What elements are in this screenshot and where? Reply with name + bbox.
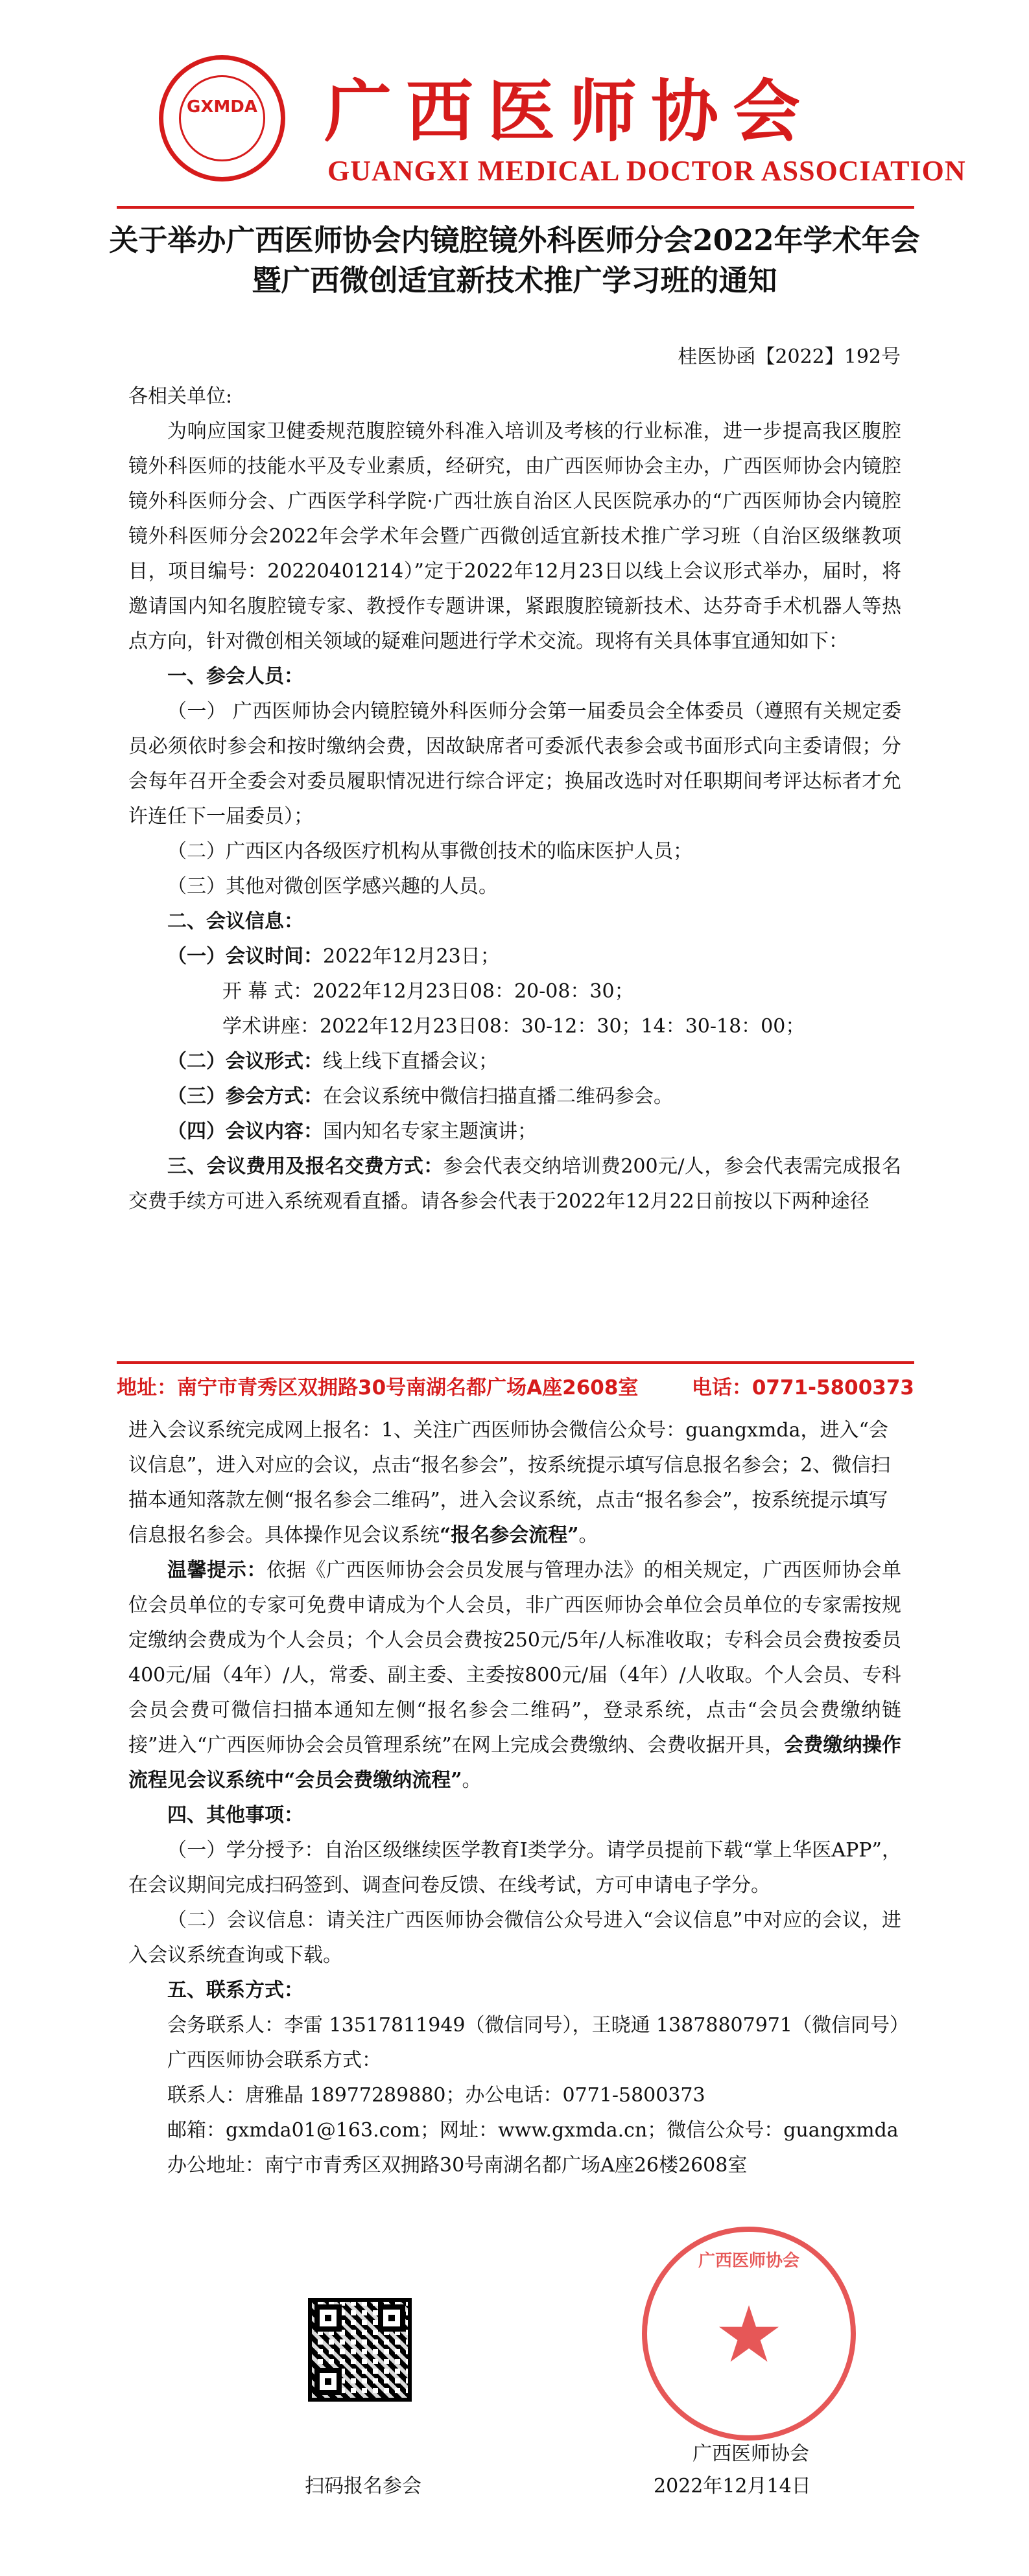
section-3-title: 三、会议费用及报名交费方式： xyxy=(167,1155,444,1178)
body-part-1 xyxy=(128,379,901,1219)
association-name-cn: 广西医师协会 xyxy=(324,71,815,151)
contact-line: 会务联系人：李雷 13517811949（微信同号），王晓通 13878807971（微信同号） xyxy=(167,2014,909,2037)
section-4-item: （一）学分授予：自治区级继续医学教育Ⅰ类学分。请学员提前下载“掌上华医APP”，在会议期间完成扫码签到、调查问卷反馈、在线考试，方可申请电子学分。 xyxy=(128,1839,901,1897)
section-1-item: （二）广西区内各级医疗机构从事微创技术的临床医护人员； xyxy=(167,840,692,863)
footer-divider xyxy=(117,1361,914,1364)
method-value: 在会议系统中微信扫描直播二维码参会。 xyxy=(323,1085,673,1108)
qr-finder xyxy=(314,2304,342,2332)
tip-end: 。 xyxy=(462,1769,482,1792)
qr-finder xyxy=(314,2368,342,2395)
contact-line: 邮箱：gxmda01@163.com；网址：www.gxmda.cn；微信公众号：guangxmda xyxy=(167,2119,899,2142)
section-5-title: 五、联系方式： xyxy=(167,1979,303,2002)
intro-paragraph: 为响应国家卫健委规范腹腔镜外科准入培训及考核的行业标准，进一步提高我区腹腔镜外科医师的技能水平及专业素质，经研究，由广西医师协会主办，广西医师协会内镜腔镜外科医师分会、广西医学科学院·广西壮族自治区人民医院承办的“广西医师协会内镜腔镜外科医师分会2022年会学术年会暨广西微创适宜新技术推广学习班（自治区级继教项目，项目编号：20220401214）”定于2022年12月23日以线上会议形式举办，届时，将邀请国内知名腹腔镜专家、教授作专题讲课，紧跟腹腔镜新技术、达芬奇手术机器人等热点方向，针对微创相关领域的疑难问题进行学术交流。现将有关具体事宜通知如下： xyxy=(128,420,901,653)
section-4-item: （二）会议信息：请关注广西医师协会微信公众号进入“会议信息”中对应的会议，进入会议系统查询或下载。 xyxy=(128,1909,901,1967)
association-name-en: GUANGXI MEDICAL DOCTOR ASSOCIATION xyxy=(327,155,966,187)
content-label: （四）会议内容： xyxy=(167,1120,323,1143)
tip-paragraph xyxy=(128,1553,901,1798)
notice-title-line1: 关于举办广西医师协会内镜腔镜外科医师分会2022年学术年会 xyxy=(109,223,920,257)
opening-label: 开 幕 式： xyxy=(222,980,313,1003)
lecture-label: 学术讲座： xyxy=(222,1015,320,1038)
form-value: 线上线下直播会议； xyxy=(323,1050,498,1073)
opening-value: 2022年12月23日08：20-08：30； xyxy=(313,980,634,1003)
content-value: 国内知名专家主题演讲； xyxy=(323,1120,537,1143)
association-logo xyxy=(159,55,285,181)
body-part-2 xyxy=(128,1413,909,2183)
meeting-method xyxy=(128,1079,901,1114)
qr-caption: 扫码报名参会 xyxy=(305,2475,421,2498)
footer-address: 地址：南宁市青秀区双拥路30号南湖名都广场A座2608室 xyxy=(117,1376,639,1399)
header-divider xyxy=(117,206,914,209)
logo-inner-ring xyxy=(179,75,265,161)
section-3-end: 。 xyxy=(578,1524,598,1547)
section-3-bold: “报名参会流程” xyxy=(440,1524,579,1547)
signature-org: 广西医师协会 xyxy=(692,2442,809,2465)
section-1-item: （一） 广西医师协会内镜腔镜外科医师分会第一届委员会全体委员（遵照有关规定委员必须依时参会和按时缴纳会费，因故缺席者可委派代表参会或书面形式向主委请假；分会每年召开全委会对委员履职情况进行综合评定；换届改选时对任职期间考评达标者才允许连任下一届委员）； xyxy=(128,700,901,828)
registration-qr-code[interactable] xyxy=(308,2298,412,2402)
qr-finder xyxy=(378,2304,405,2332)
section-3-para-b xyxy=(128,1413,901,1553)
time-label: （一）会议时间： xyxy=(167,945,323,968)
tip-bold: 会费缴纳操作流程见会议系统中“会员会费缴纳流程” xyxy=(128,1734,901,1792)
logo-text: GXMDA xyxy=(187,97,257,117)
opening-ceremony xyxy=(128,974,901,1009)
section-3-text-b: 进入会议系统完成网上报名：1、关注广西医师协会微信公众号：guangxmda，进入“会议信息”，进入对应的会议，点击“报名参会”，按系统提示填写信息报名参会；2、微信扫描本通知落款左侧“报名参会二维码”，进入会议系统，点击“报名参会”，按系统提示填写信息报名参会。具体操作见会议系统 xyxy=(128,1419,891,1547)
section-2-title: 二、会议信息： xyxy=(167,910,303,933)
salutation: 各相关单位: xyxy=(128,385,233,408)
signature-date: 2022年12月14日 xyxy=(654,2475,811,2498)
meeting-form xyxy=(128,1044,901,1079)
contact-line: 广西医师协会联系方式： xyxy=(167,2049,381,2072)
section-3-text-a: 参会代表交纳培训费200元/人，参会代表需完成报名交费手续方可进入系统观看直播。请各参会代表于2022年12月22日前按以下两种途径 xyxy=(128,1155,901,1213)
contact-line: 办公地址：南宁市青秀区双拥路30号南湖名都广场A座26楼2608室 xyxy=(167,2154,748,2177)
notice-title-line2: 暨广西微创适宜新技术推广学习班的通知 xyxy=(252,263,777,298)
tip-label: 温馨提示： xyxy=(167,1559,267,1582)
document-number: 桂医协函【2022】192号 xyxy=(678,345,901,368)
official-seal xyxy=(642,2227,856,2441)
seal-ring-text: 广西医师协会 xyxy=(698,2251,799,2271)
tip-text: 依据《广西医师协会会员发展与管理办法》的相关规定，广西医师协会单位会员单位的专家可免费申请成为个人会员，非广西医师协会单位会员单位的专家需按规定缴纳会费成为个人会员；个人会员会费按250元/5年/人标准收取；专科会员会费按委员400元/届（4年）/人，常委、副主委、主委按800元/届（4年）/人收取。个人会员、专科会员会费可微信扫描本通知左侧“报名参会二维码”，登录系统，点击“会员会费缴纳链接”进入“广西医师协会会员管理系统”在网上完成会费缴纳、会费收据开具， xyxy=(128,1559,902,1757)
footer-contact xyxy=(117,1371,914,1400)
form-label: （二）会议形式： xyxy=(167,1050,323,1073)
academic-lectures xyxy=(128,1009,901,1044)
time-value: 2022年12月23日； xyxy=(323,945,500,968)
meeting-content xyxy=(128,1114,901,1149)
section-1-title: 一、参会人员： xyxy=(167,665,303,688)
section-1-item: （三）其他对微创医学感兴趣的人员。 xyxy=(167,875,498,898)
meeting-time xyxy=(128,939,901,974)
section-4-title: 四、其他事项： xyxy=(167,1804,303,1827)
section-3-para-a xyxy=(128,1149,901,1219)
footer-phone: 电话：0771-5800373 xyxy=(691,1376,914,1399)
method-label: （三）参会方式： xyxy=(167,1085,323,1108)
seal-star-icon: ★ xyxy=(714,2290,784,2380)
lecture-value: 2022年12月23日08：30-12：30；14：30-18：00； xyxy=(320,1015,805,1038)
contact-line: 联系人：唐雅晶 18977289880；办公电话：0771-5800373 xyxy=(167,2084,705,2107)
